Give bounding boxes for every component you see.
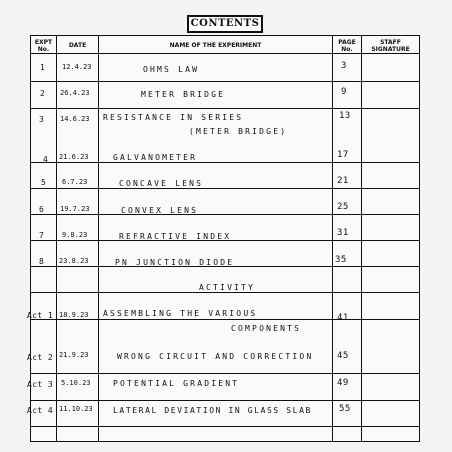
- row-divider: [31, 188, 419, 189]
- page-number: 13: [339, 111, 351, 121]
- expt-number: 3: [39, 115, 45, 124]
- activity-name: WRONG CIRCUIT AND CORRECTION: [117, 352, 314, 361]
- expt-date: 6.7.23: [62, 178, 88, 186]
- page-number: 41: [337, 313, 349, 323]
- page-number: 35: [335, 255, 347, 265]
- header-expt: EXPT No.: [34, 39, 53, 53]
- row-divider: [31, 81, 419, 82]
- expt-name: RESISTANCE IN SERIES: [103, 113, 244, 122]
- expt-name: METER BRIDGE: [141, 90, 226, 99]
- activity-name-continued: COMPONENTS: [231, 324, 302, 333]
- page-number: 55: [339, 404, 351, 414]
- contents-table: [27, 35, 420, 442]
- activity-number: Act 1: [27, 311, 54, 320]
- expt-name: CONVEX LENS: [121, 206, 199, 215]
- page-number: 9: [341, 87, 347, 97]
- expt-number: 7: [39, 231, 45, 240]
- row-divider: [31, 373, 419, 374]
- row-divider: [31, 162, 419, 163]
- expt-date: 12.4.23: [62, 63, 92, 71]
- page-number: 31: [337, 228, 349, 238]
- activity-date: 11.10.23: [59, 405, 93, 413]
- row-divider: [31, 426, 419, 427]
- expt-name-continued: (METER BRIDGE): [189, 127, 288, 136]
- header-date: DATE: [68, 42, 87, 49]
- expt-date: 23.8.23: [59, 257, 89, 265]
- activity-name: ASSEMBLING THE VARIOUS: [103, 309, 258, 318]
- expt-name: REFRACTIVE INDEX: [119, 232, 232, 241]
- activity-name: LATERAL DEVIATION IN GLASS SLAB: [113, 406, 312, 415]
- expt-name: OHMS LAW: [143, 65, 200, 74]
- expt-date: 26.4.23: [60, 89, 90, 97]
- expt-date: 9.8.23: [62, 231, 88, 239]
- expt-date: 19.7.23: [60, 205, 90, 213]
- expt-number: 2: [40, 89, 46, 98]
- expt-name: CONCAVE LENS: [119, 179, 204, 188]
- column-divider: [56, 36, 57, 441]
- row-divider: [31, 400, 419, 401]
- expt-number: 5: [41, 178, 47, 187]
- activity-date: 5.10.23: [61, 379, 91, 387]
- activity-date: 21.9.23: [59, 351, 89, 359]
- expt-number: 8: [39, 257, 45, 266]
- row-divider: [31, 292, 419, 293]
- page-number: 21: [337, 176, 349, 186]
- activity-heading: ACTIVITY: [199, 283, 256, 292]
- page-number: 17: [337, 150, 349, 160]
- activity-number: Act 4: [27, 406, 54, 415]
- page-number: 3: [341, 61, 347, 71]
- page-number: 25: [337, 202, 349, 212]
- activity-name: POTENTIAL GRADIENT: [113, 379, 240, 388]
- header-staff: STAFF SIGNATURE: [371, 39, 410, 53]
- expt-number: 4: [43, 155, 49, 164]
- row-divider: [31, 214, 419, 215]
- expt-date: 21.6.23: [59, 153, 89, 161]
- expt-number: 6: [39, 205, 45, 214]
- header-page: PAGE No.: [338, 39, 356, 53]
- header-name: NAME OF THE EXPERIMENT: [169, 42, 262, 49]
- row-divider: [31, 319, 419, 320]
- column-divider: [361, 36, 362, 441]
- page-title: CONTENTS: [187, 15, 263, 33]
- expt-name: GALVANOMETER: [113, 153, 198, 162]
- expt-name: PN JUNCTION DIODE: [115, 258, 235, 267]
- activity-number: Act 3: [27, 380, 54, 389]
- header-divider: [31, 53, 419, 54]
- page-number: 45: [337, 351, 349, 361]
- activity-date: 18.9.23: [59, 311, 89, 319]
- column-divider: [332, 36, 333, 441]
- page-number: 49: [337, 378, 349, 388]
- expt-number: 1: [40, 63, 46, 72]
- row-divider: [31, 108, 419, 109]
- activity-number: Act 2: [27, 353, 54, 362]
- expt-date: 14.6.23: [60, 115, 90, 123]
- column-divider: [98, 36, 99, 441]
